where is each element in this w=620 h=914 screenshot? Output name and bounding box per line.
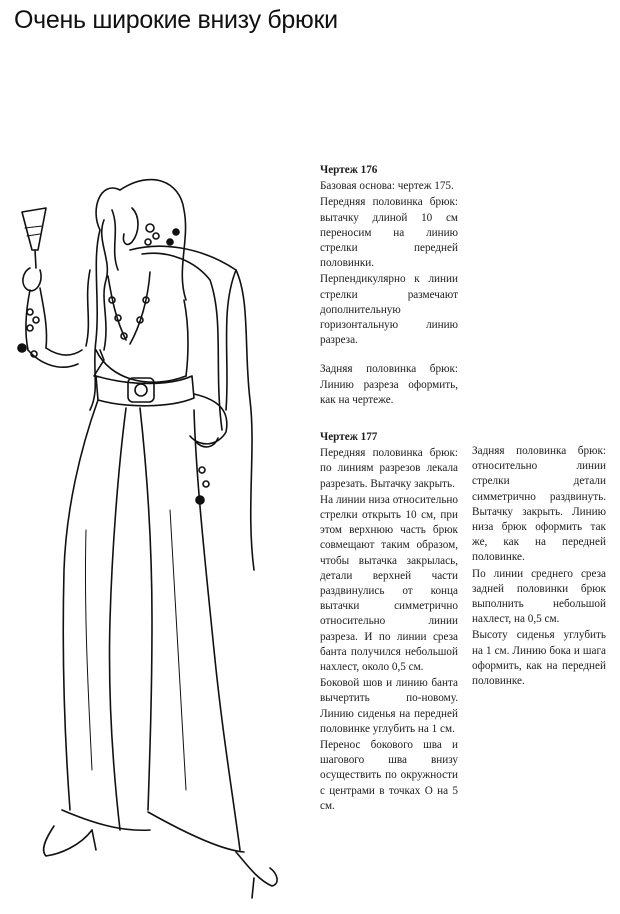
fashion-sketch-woman-wide-trousers-icon: [0, 150, 300, 910]
paragraph: На линии низа относительно стрелки открыть 10 см, при этом верхнюю часть брюк совмещают таким образом, чтобы вытачка закрылась, детали верхней части раздвинулись от конца вытачки симметрично относительно линии разреза. И по линии среза банта получился небольшой нахлест, около 0,5 см.: [320, 493, 458, 674]
section-drawing-176: [320, 163, 458, 409]
page-title: Очень широкие внизу брюки: [14, 6, 338, 34]
section-drawing-177-column-2: [472, 444, 606, 690]
section-drawing-177-column-1: [320, 430, 458, 815]
paragraph: Перенос бокового шва и шагового шва внизу осуществить по окружности с центрами в точках О на 5 см.: [320, 739, 458, 812]
section-heading: Чертеж 177: [320, 431, 378, 443]
paragraph: Высоту сиденья углубить на 1 см. Линию бока и шага оформить, как на передней половинке.: [472, 629, 606, 688]
paragraph: Перпендикулярно к линии стрелки размечают дополнительную горизонтальную линию разреза.: [320, 273, 458, 347]
paragraph: Базовая основа: чертеж 175.: [320, 180, 454, 193]
paragraph: Задняя половинка брюк: относительно линии стрелки детали симметрично раздвинуть. Вытачку закрыть. Линию низа брюк оформить так же, как на передней половинке.: [472, 445, 606, 564]
paragraph: Передняя половинка брюк: по линиям разрезов лекала разрезать. Вытачку закрыть.: [320, 447, 458, 490]
paragraph: Передняя половинка брюк: вытачку длиной 10 см переносим на линию стрелки передней половинки.: [320, 196, 458, 270]
paragraph: Задняя половинка брюк: Линию разреза оформить, как на чертеже.: [320, 363, 458, 406]
paragraph: Боковой шов и линию банта вычертить по-новому. Линию сиденья на передней половинке углубить на 1 см.: [320, 677, 458, 735]
section-heading: Чертеж 176: [320, 164, 378, 176]
paragraph: По линии среднего среза задней половинки брюк выполнить небольшой нахлест, на 0,5 см.: [472, 567, 606, 626]
